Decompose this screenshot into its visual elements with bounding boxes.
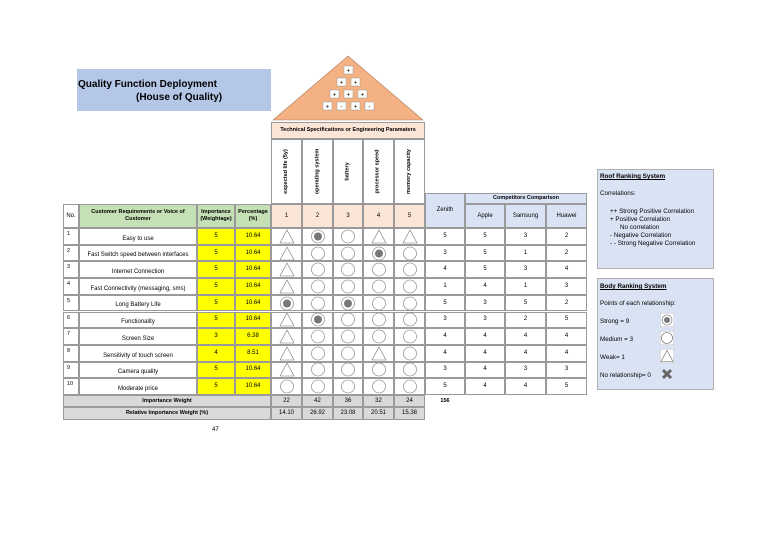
tech-param-5 bbox=[394, 139, 425, 204]
relative-weight-label: Relative Importance Weight (%) bbox=[63, 407, 271, 420]
competitor-score: 4 bbox=[465, 362, 505, 379]
competitor-score: 4 bbox=[505, 328, 546, 345]
relationship-cell bbox=[271, 228, 302, 245]
percentage-cell: 10.64 bbox=[235, 245, 271, 262]
requirement-cell: Functionality bbox=[79, 312, 197, 329]
relationship-cell bbox=[394, 328, 425, 345]
competitor-score: 2 bbox=[546, 295, 587, 312]
competitor-score: 5 bbox=[425, 295, 465, 312]
relationship-cell bbox=[333, 228, 363, 245]
roof-legend-item: + Positive Correlation bbox=[610, 216, 671, 223]
tech-number: 3 bbox=[333, 204, 363, 228]
relationship-cell bbox=[394, 378, 425, 395]
none-relationship-icon bbox=[340, 246, 356, 261]
body-legend-item: No relationship= 0 bbox=[600, 372, 651, 379]
importance-cell: 3 bbox=[197, 328, 235, 345]
competitor-score: 2 bbox=[505, 312, 546, 329]
body-legend-item: Weak= 1 bbox=[600, 354, 625, 361]
roof-legend-title: Roof Ranking System bbox=[600, 173, 666, 180]
importance-cell: 5 bbox=[197, 245, 235, 262]
importance-weight-value: 24 bbox=[394, 395, 425, 407]
none-relationship-icon bbox=[340, 329, 356, 344]
relationship-cell bbox=[271, 378, 302, 395]
importance-weight-value: 42 bbox=[302, 395, 333, 407]
tech-param-label: expected life (5y) bbox=[283, 149, 290, 194]
requirement-cell: Long Battery Life bbox=[79, 295, 197, 312]
competitor-score: 4 bbox=[465, 278, 505, 295]
row-number: 10 bbox=[63, 378, 79, 395]
none-relationship-icon bbox=[310, 346, 326, 361]
importance-weight-value: 32 bbox=[363, 395, 394, 407]
weak-relationship-icon bbox=[371, 346, 387, 361]
percentage-cell: 8.51 bbox=[235, 345, 271, 362]
title-box bbox=[77, 69, 271, 111]
strong-icon bbox=[660, 313, 674, 327]
body-ranking-legend bbox=[597, 278, 714, 390]
relationship-cell bbox=[363, 345, 394, 362]
row-number: 2 bbox=[63, 245, 79, 262]
body-legend-heading: Points of each relationship: bbox=[600, 300, 676, 307]
competitor-score: 4 bbox=[505, 378, 546, 395]
none-relationship-icon bbox=[371, 362, 387, 377]
no-relationship-icon bbox=[661, 368, 673, 380]
none-relationship-icon bbox=[371, 329, 387, 344]
header-percentage: Percentage (%) bbox=[235, 204, 271, 228]
tech-param-label: processor speed bbox=[375, 149, 381, 194]
relationship-cell bbox=[271, 245, 302, 262]
requirement-cell: Easy to use bbox=[79, 228, 197, 245]
competitor-score: 1 bbox=[425, 278, 465, 295]
competitor-score: 4 bbox=[465, 345, 505, 362]
title-line-1: Quality Function Deployment bbox=[78, 79, 217, 90]
competitor-apple: Apple bbox=[465, 204, 505, 228]
none-relationship-icon bbox=[402, 329, 418, 344]
strong-relationship-icon bbox=[310, 312, 326, 327]
percentage-cell: 10.64 bbox=[235, 362, 271, 379]
header-importance: Importance (Weightage) bbox=[197, 204, 235, 228]
relationship-cell bbox=[394, 245, 425, 262]
none-relationship-icon bbox=[402, 246, 418, 261]
relationship-cell bbox=[271, 362, 302, 379]
tech-number: 5 bbox=[394, 204, 425, 228]
strong-relationship-icon bbox=[340, 296, 356, 311]
roof-sign: + bbox=[353, 104, 358, 111]
weak-relationship-icon bbox=[279, 329, 295, 344]
relationship-cell bbox=[302, 228, 333, 245]
tech-param-label: operating system bbox=[314, 148, 321, 195]
row-number: 7 bbox=[63, 328, 79, 345]
tech-spec-header: Technical Specifications or Engineering Paramaters bbox=[271, 122, 425, 139]
importance-cell: 5 bbox=[197, 278, 235, 295]
relationship-cell bbox=[302, 345, 333, 362]
relationship-cell bbox=[271, 345, 302, 362]
none-relationship-icon bbox=[402, 279, 418, 294]
relative-weight-value: 15.38 bbox=[394, 407, 425, 420]
weak-relationship-icon bbox=[279, 246, 295, 261]
weak-relationship-icon bbox=[402, 229, 418, 244]
competitor-score: 1 bbox=[505, 278, 546, 295]
medium-icon bbox=[660, 331, 674, 345]
roof-sign: + bbox=[339, 80, 344, 87]
none-relationship-icon bbox=[371, 296, 387, 311]
relationship-cell bbox=[333, 245, 363, 262]
weak-relationship-icon bbox=[279, 362, 295, 377]
relationship-cell bbox=[302, 312, 333, 329]
competitor-score: 4 bbox=[546, 328, 587, 345]
none-relationship-icon bbox=[340, 229, 356, 244]
relationship-cell bbox=[333, 278, 363, 295]
roof-legend-item: ++ Strong Positive Correlation bbox=[610, 208, 695, 215]
relative-weight-value: 20.51 bbox=[363, 407, 394, 420]
importance-weight-value: 36 bbox=[333, 395, 363, 407]
competitor-score: 5 bbox=[465, 228, 505, 245]
importance-cell: 5 bbox=[197, 378, 235, 395]
percentage-cell: 10.64 bbox=[235, 295, 271, 312]
relationship-cell bbox=[333, 261, 363, 278]
competitor-score: 5 bbox=[505, 295, 546, 312]
importance-weight-label: Importance Weight bbox=[63, 395, 271, 407]
roof-sign: + bbox=[346, 68, 351, 75]
none-relationship-icon bbox=[371, 279, 387, 294]
none-relationship-icon bbox=[402, 262, 418, 277]
requirement-cell: Moderate price bbox=[79, 378, 197, 395]
none-relationship-icon bbox=[310, 262, 326, 277]
none-relationship-icon bbox=[402, 362, 418, 377]
competitor-score: 4 bbox=[425, 345, 465, 362]
none-relationship-icon bbox=[340, 262, 356, 277]
competitor-score: 3 bbox=[425, 312, 465, 329]
requirement-cell: Sensitivity of touch screen bbox=[79, 345, 197, 362]
relationship-cell bbox=[363, 245, 394, 262]
none-relationship-icon bbox=[310, 279, 326, 294]
relative-weight-value: 14.10 bbox=[271, 407, 302, 420]
roof-legend-heading: Correlations: bbox=[600, 190, 636, 197]
importance-cell: 5 bbox=[197, 295, 235, 312]
relationship-cell bbox=[363, 261, 394, 278]
none-relationship-icon bbox=[310, 296, 326, 311]
percentage-cell: 10.64 bbox=[235, 228, 271, 245]
competitor-score: 4 bbox=[505, 345, 546, 362]
competitor-score: 5 bbox=[465, 261, 505, 278]
roof-sign: + bbox=[346, 92, 351, 99]
body-legend-title: Body Ranking System bbox=[600, 283, 667, 290]
relationship-cell bbox=[333, 378, 363, 395]
relationship-cell bbox=[394, 312, 425, 329]
competitor-score: 2 bbox=[546, 245, 587, 262]
relationship-cell bbox=[302, 295, 333, 312]
relationship-cell bbox=[333, 362, 363, 379]
none-relationship-icon bbox=[279, 379, 295, 394]
strong-relationship-icon bbox=[310, 229, 326, 244]
relationship-cell bbox=[302, 261, 333, 278]
relationship-cell bbox=[363, 278, 394, 295]
row-number: 1 bbox=[63, 228, 79, 245]
row-number: 4 bbox=[63, 278, 79, 295]
row-number: 8 bbox=[63, 345, 79, 362]
tech-param-label: memory capacity bbox=[406, 149, 413, 194]
importance-cell: 5 bbox=[197, 261, 235, 278]
none-relationship-icon bbox=[371, 262, 387, 277]
roof-legend-item: - Negative Correlation bbox=[610, 232, 672, 239]
tech-number: 1 bbox=[271, 204, 302, 228]
header-requirements: Customer Requirements or Voice of Customer bbox=[79, 204, 197, 228]
roof-sign: + bbox=[360, 92, 365, 99]
relationship-cell bbox=[394, 278, 425, 295]
competitor-score: 3 bbox=[425, 362, 465, 379]
body-legend-item: Strong = 9 bbox=[600, 318, 630, 325]
competitor-score: 4 bbox=[465, 378, 505, 395]
strong-relationship-icon bbox=[279, 296, 295, 311]
percentage-cell: 6.38 bbox=[235, 328, 271, 345]
roof-sign: + bbox=[353, 80, 358, 87]
importance-cell: 5 bbox=[197, 312, 235, 329]
relationship-cell bbox=[394, 345, 425, 362]
relationship-cell bbox=[363, 378, 394, 395]
row-number: 6 bbox=[63, 312, 79, 329]
competitor-score: 4 bbox=[465, 328, 505, 345]
none-relationship-icon bbox=[402, 346, 418, 361]
percentage-cell: 10.64 bbox=[235, 378, 271, 395]
relationship-cell bbox=[363, 228, 394, 245]
none-relationship-icon bbox=[371, 312, 387, 327]
relationship-cell bbox=[363, 362, 394, 379]
roof-legend-item: No correlation bbox=[620, 224, 660, 231]
relationship-cell bbox=[333, 345, 363, 362]
competitor-score: 3 bbox=[546, 278, 587, 295]
requirement-cell: Internet Connection bbox=[79, 261, 197, 278]
relationship-cell bbox=[271, 278, 302, 295]
roof-sign: + bbox=[325, 104, 330, 111]
competitor-score: 5 bbox=[546, 378, 587, 395]
none-relationship-icon bbox=[310, 362, 326, 377]
competitor-score: 5 bbox=[425, 228, 465, 245]
none-relationship-icon bbox=[310, 246, 326, 261]
tech-param-label: battery bbox=[344, 162, 351, 181]
roof-sign: - bbox=[368, 104, 371, 111]
none-relationship-icon bbox=[402, 379, 418, 394]
relationship-cell bbox=[333, 328, 363, 345]
roof-ranking-legend bbox=[597, 169, 714, 269]
page-number: 47 bbox=[212, 427, 219, 433]
relationship-cell bbox=[302, 362, 333, 379]
competitor-score: 3 bbox=[465, 295, 505, 312]
importance-weight-total: 156 bbox=[440, 397, 450, 404]
relationship-cell bbox=[271, 312, 302, 329]
competitor-score: 4 bbox=[425, 328, 465, 345]
competitors-header: Competitors Comparison bbox=[465, 193, 587, 204]
competitor-huawei: Huawei bbox=[546, 204, 587, 228]
relationship-cell bbox=[333, 295, 363, 312]
percentage-cell: 10.64 bbox=[235, 312, 271, 329]
none-relationship-icon bbox=[340, 279, 356, 294]
competitor-score: 4 bbox=[546, 261, 587, 278]
competitor-samsung: Samsung bbox=[505, 204, 546, 228]
none-relationship-icon bbox=[310, 329, 326, 344]
roof-sign: - bbox=[340, 104, 343, 111]
requirement-cell: Fast Switch speed between interfaces bbox=[79, 245, 197, 262]
none-relationship-icon bbox=[310, 379, 326, 394]
competitor-score: 2 bbox=[546, 228, 587, 245]
tech-number: 2 bbox=[302, 204, 333, 228]
competitor-score: 5 bbox=[546, 312, 587, 329]
weak-relationship-icon bbox=[279, 346, 295, 361]
weak-relationship-icon bbox=[279, 279, 295, 294]
relationship-cell bbox=[394, 261, 425, 278]
roof-sign: + bbox=[332, 92, 337, 99]
tech-param-4 bbox=[363, 139, 394, 204]
header-no: No. bbox=[63, 204, 79, 228]
relationship-cell bbox=[333, 312, 363, 329]
tech-param-1 bbox=[271, 139, 302, 204]
row-number: 9 bbox=[63, 362, 79, 379]
none-relationship-icon bbox=[340, 362, 356, 377]
competitor-score: 1 bbox=[505, 245, 546, 262]
relationship-cell bbox=[271, 261, 302, 278]
importance-weight-value: 22 bbox=[271, 395, 302, 407]
relationship-cell bbox=[363, 295, 394, 312]
relative-weight-value: 26.92 bbox=[302, 407, 333, 420]
relationship-cell bbox=[394, 295, 425, 312]
competitor-score: 4 bbox=[546, 345, 587, 362]
competitor-score: 3 bbox=[505, 362, 546, 379]
relative-weight-value: 23.08 bbox=[333, 407, 363, 420]
weak-relationship-icon bbox=[279, 312, 295, 327]
row-number: 5 bbox=[63, 295, 79, 312]
relationship-cell bbox=[271, 295, 302, 312]
title-line-2: (House of Quality) bbox=[136, 92, 223, 103]
relationship-cell bbox=[271, 328, 302, 345]
requirement-cell: Screen Size bbox=[79, 328, 197, 345]
competitor-score: 4 bbox=[425, 261, 465, 278]
percentage-cell: 10.64 bbox=[235, 278, 271, 295]
none-relationship-icon bbox=[340, 346, 356, 361]
body-legend-item: Medium = 3 bbox=[600, 336, 634, 343]
house-roof bbox=[271, 54, 425, 122]
requirement-cell: Fast Connectivity (messaging, sms) bbox=[79, 278, 197, 295]
competitor-score: 3 bbox=[465, 312, 505, 329]
requirement-cell: Camera quality bbox=[79, 362, 197, 379]
none-relationship-icon bbox=[371, 379, 387, 394]
competitor-score: 3 bbox=[505, 261, 546, 278]
competitor-zenith: Zenith bbox=[425, 193, 465, 228]
competitor-score: 3 bbox=[425, 245, 465, 262]
competitor-score: 3 bbox=[546, 362, 587, 379]
relationship-cell bbox=[363, 328, 394, 345]
tech-param-2 bbox=[302, 139, 333, 204]
tech-param-3 bbox=[333, 139, 363, 204]
competitor-score: 5 bbox=[465, 245, 505, 262]
weak-relationship-icon bbox=[279, 229, 295, 244]
relationship-cell bbox=[394, 362, 425, 379]
competitor-score: 5 bbox=[425, 378, 465, 395]
none-relationship-icon bbox=[402, 296, 418, 311]
none-relationship-icon bbox=[340, 379, 356, 394]
importance-cell: 5 bbox=[197, 228, 235, 245]
weak-relationship-icon bbox=[279, 262, 295, 277]
relationship-cell bbox=[363, 312, 394, 329]
relationship-cell bbox=[302, 378, 333, 395]
relationship-cell bbox=[302, 245, 333, 262]
none-relationship-icon bbox=[402, 312, 418, 327]
row-number: 3 bbox=[63, 261, 79, 278]
importance-cell: 5 bbox=[197, 362, 235, 379]
strong-relationship-icon bbox=[371, 246, 387, 261]
weak-icon bbox=[660, 349, 674, 363]
roof-legend-item: - - Strong Negative Correlation bbox=[610, 240, 696, 247]
weak-relationship-icon bbox=[371, 229, 387, 244]
percentage-cell: 10.64 bbox=[235, 261, 271, 278]
relationship-cell bbox=[302, 328, 333, 345]
competitor-score: 3 bbox=[505, 228, 546, 245]
importance-cell: 4 bbox=[197, 345, 235, 362]
relationship-cell bbox=[394, 228, 425, 245]
relationship-cell bbox=[302, 278, 333, 295]
tech-number: 4 bbox=[363, 204, 394, 228]
none-relationship-icon bbox=[340, 312, 356, 327]
